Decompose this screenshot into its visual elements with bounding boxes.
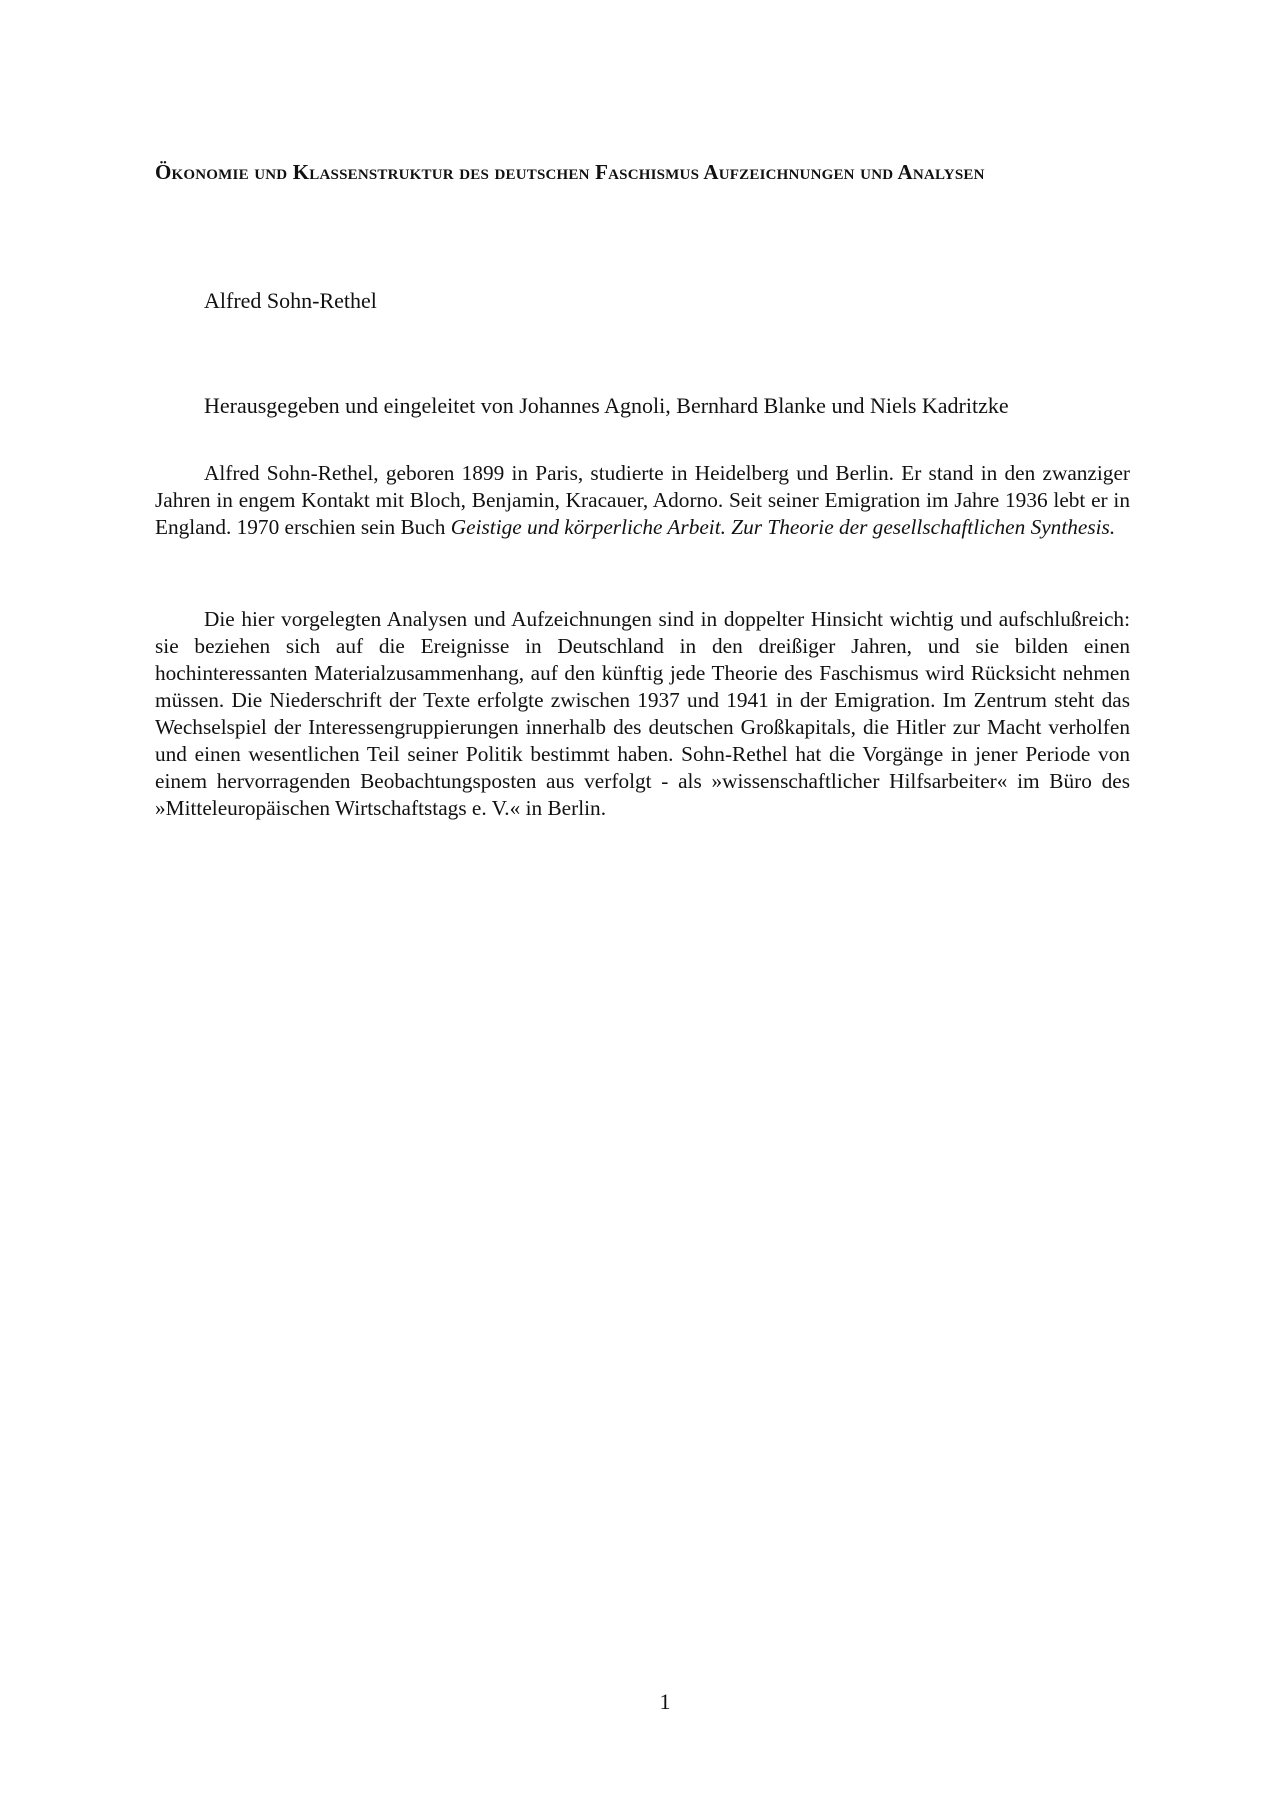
description-paragraph: Die hier vorgelegten Analysen und Aufzeichnungen sind in doppelter Hinsicht wichtig und aufschlußreich: sie beziehen sich auf die Ereignisse in Deutschland in den dreißiger Jahren, und sie bilden einen hochinteressanten Materialzusammenhang, auf den künftig jede Theorie des Faschismus wird Rücksicht nehmen müssen. Die Niederschrift der Texte erfolgte zwischen 1937 und 1941 in der Emigration. Im Zentrum steht das Wechselspiel der Interessengruppierungen innerhalb des deutschen Großkapitals, die Hitler zur Macht verholfen und einen wesentlichen Teil seiner Politik bestimmt haben. Sohn-Rethel hat die Vorgänge in jener Periode von einem hervorragenden Beobachtungsposten aus verfolgt - als »wissenschaftlicher Hilfsarbeiter« im Büro des »Mitteleuropäischen Wirtschaftstags e. V.« in Berlin. — [155, 607, 1130, 820]
document-title: Ökonomie und Klassenstruktur des deutschen Faschismus Aufzeichnungen und Analysen — [155, 160, 985, 184]
author-bio-paragraph — [155, 460, 1130, 541]
page-number: 1 — [659, 1689, 671, 1714]
book-title: Geistige und körperliche Arbeit. Zur Theorie der gesellschaftlichen Synthesis. — [450, 515, 1116, 539]
author-name: Alfred Sohn-Rethel — [204, 288, 377, 313]
author-bio-text: Alfred Sohn-Rethel, geboren 1899 in Paris, studierte in Heidelberg und Berlin. Er stand in den zwanziger Jahren in engem Kontakt mit Bloch, Benjamin, Kracauer, Adorno. Seit seiner Emigration im Jahre 1936 lebt er in England. 1970 erschien sein Buch — [155, 461, 1130, 539]
editors-line: Herausgegeben und eingeleitet von Johannes Agnoli, Bernhard Blanke und Niels Kadritzke — [204, 393, 1009, 418]
